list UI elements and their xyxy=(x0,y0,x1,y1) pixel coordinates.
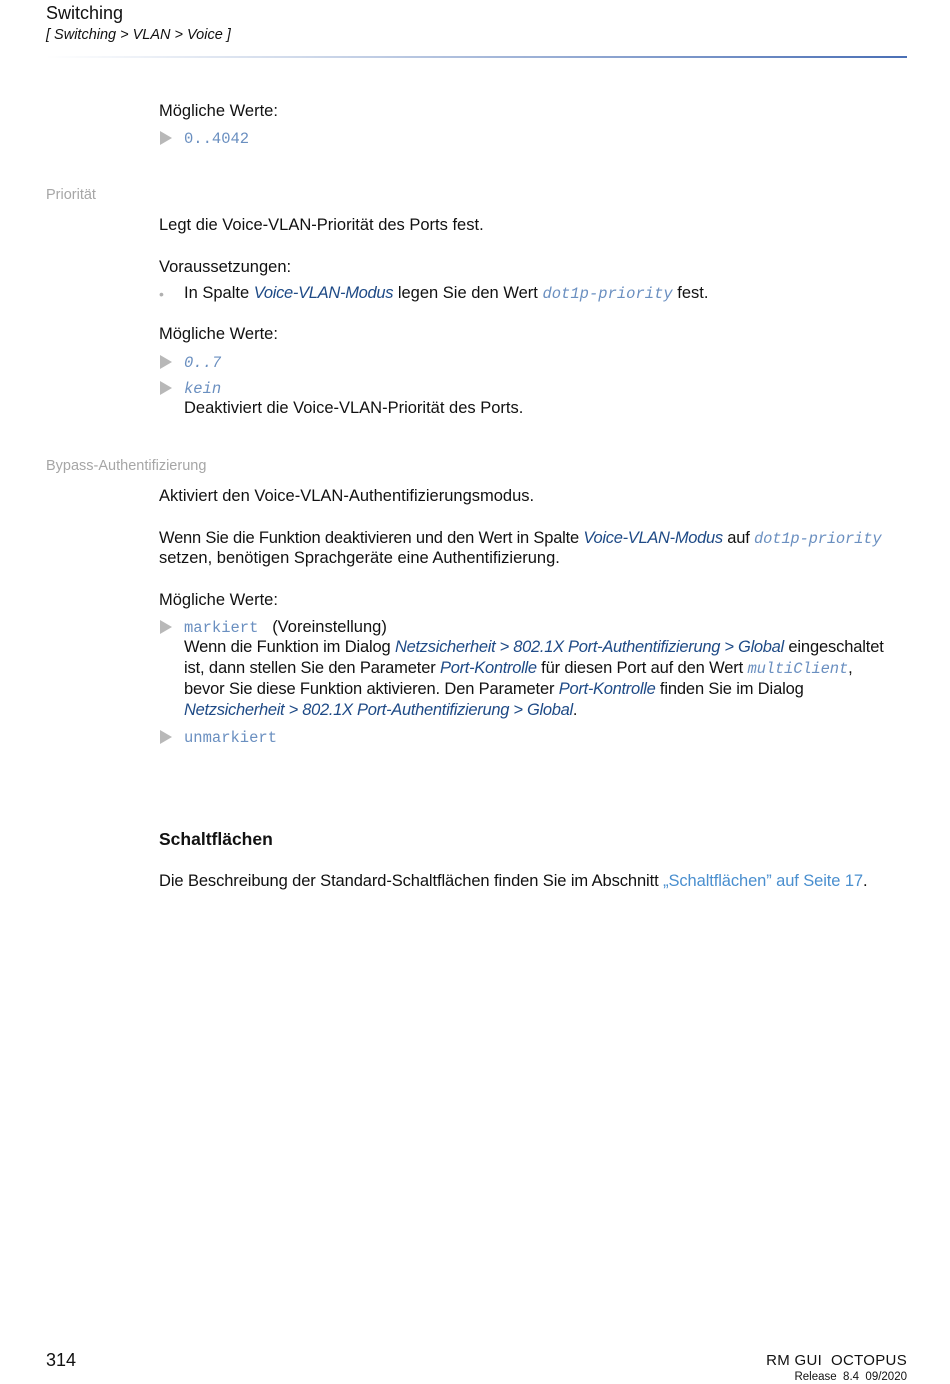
bypass-description: Aktiviert den Voice-VLAN-Authentifizierungsmodus. xyxy=(159,487,535,505)
bypass-value-unmarked: unmarkiert xyxy=(184,729,278,747)
page-number: 314 xyxy=(46,1350,77,1370)
priority-value-kein: kein xyxy=(184,380,222,398)
triangle-bullet-icon xyxy=(160,131,172,145)
priority-value-kein-description: Deaktiviert die Voice-VLAN-Priorität des Ports. xyxy=(184,399,524,417)
ui-ref-port-control: Port-Kontrolle xyxy=(558,680,656,698)
buttons-description: Die Beschreibung der Standard-Schaltflächen finden Sie im Abschnitt „Schaltflächen” auf Seite 17. xyxy=(159,872,868,890)
priority-prerequisites-label: Voraussetzungen: xyxy=(159,258,292,276)
footer-doc-title: RM GUI OCTOPUS xyxy=(766,1352,907,1369)
param-label-bypass-auth: Bypass-Authentifizierung xyxy=(46,458,207,474)
param-label-priority: Priorität xyxy=(46,187,96,203)
bypass-marked-line1: Wenn die Funktion im Dialog Netzsicherheit > 802.1X Port-Authentifizierung > Global eingeschaltet xyxy=(184,638,884,656)
priority-description: Legt die Voice-VLAN-Priorität des Ports fest. xyxy=(159,216,484,234)
priority-value-range: 0..7 xyxy=(184,354,222,372)
ui-ref-port-control: Port-Kontrolle xyxy=(440,659,537,677)
triangle-bullet-icon xyxy=(160,355,172,369)
footer-release: Release 8.4 09/2020 xyxy=(794,1371,907,1383)
header-divider xyxy=(46,56,907,58)
bypass-paragraph-line2: setzen, benötigen Sprachgeräte eine Authentifizierung. xyxy=(159,549,560,567)
vlan-possible-values-label: Mögliche Werte: xyxy=(159,102,278,120)
page-header-title: Switching xyxy=(46,3,124,23)
priority-possible-values-label: Mögliche Werte: xyxy=(159,325,278,343)
dot-bullet-icon: • xyxy=(159,286,164,302)
priority-prerequisite-item: In Spalte Voice-VLAN-Modus legen Sie den Wert dot1p-priority fest. xyxy=(184,284,709,303)
ui-ref-dialog-global: Netzsicherheit > 802.1X Port-Authentifizierung > Global xyxy=(395,638,784,656)
triangle-bullet-icon xyxy=(160,381,172,395)
bypass-marked-line2: ist, dann stellen Sie den Parameter Port-Kontrolle für diesen Port auf den Wert multiClient, xyxy=(184,659,853,678)
bypass-paragraph-line1: Wenn Sie die Funktion deaktivieren und den Wert in Spalte Voice-VLAN-Modus auf dot1p-priority xyxy=(159,529,882,548)
breadcrumb: [ Switching > VLAN > Voice ] xyxy=(46,27,231,43)
link-buttons-page-17[interactable]: „Schaltflächen” auf Seite 17 xyxy=(663,872,863,890)
bypass-possible-values-label: Mögliche Werte: xyxy=(159,591,278,609)
bypass-marked-line4: Netzsicherheit > 802.1X Port-Authentifizierung > Global. xyxy=(184,701,578,719)
ui-ref-dialog-global: Netzsicherheit > 802.1X Port-Authentifizierung > Global xyxy=(184,701,573,719)
vlan-value-range: 0..4042 xyxy=(184,130,250,148)
bypass-marked-line3: bevor Sie diese Funktion aktivieren. Den Parameter Port-Kontrolle finden Sie im Dialog xyxy=(184,680,804,698)
triangle-bullet-icon xyxy=(160,730,172,744)
ui-ref-voice-vlan-mode: Voice-VLAN-Modus xyxy=(583,529,723,547)
triangle-bullet-icon xyxy=(160,620,172,634)
section-heading-buttons: Schaltflächen xyxy=(159,829,273,849)
bypass-value-marked: markiert (Voreinstellung) xyxy=(184,618,387,637)
ui-ref-voice-vlan-mode: Voice-VLAN-Modus xyxy=(253,284,394,302)
